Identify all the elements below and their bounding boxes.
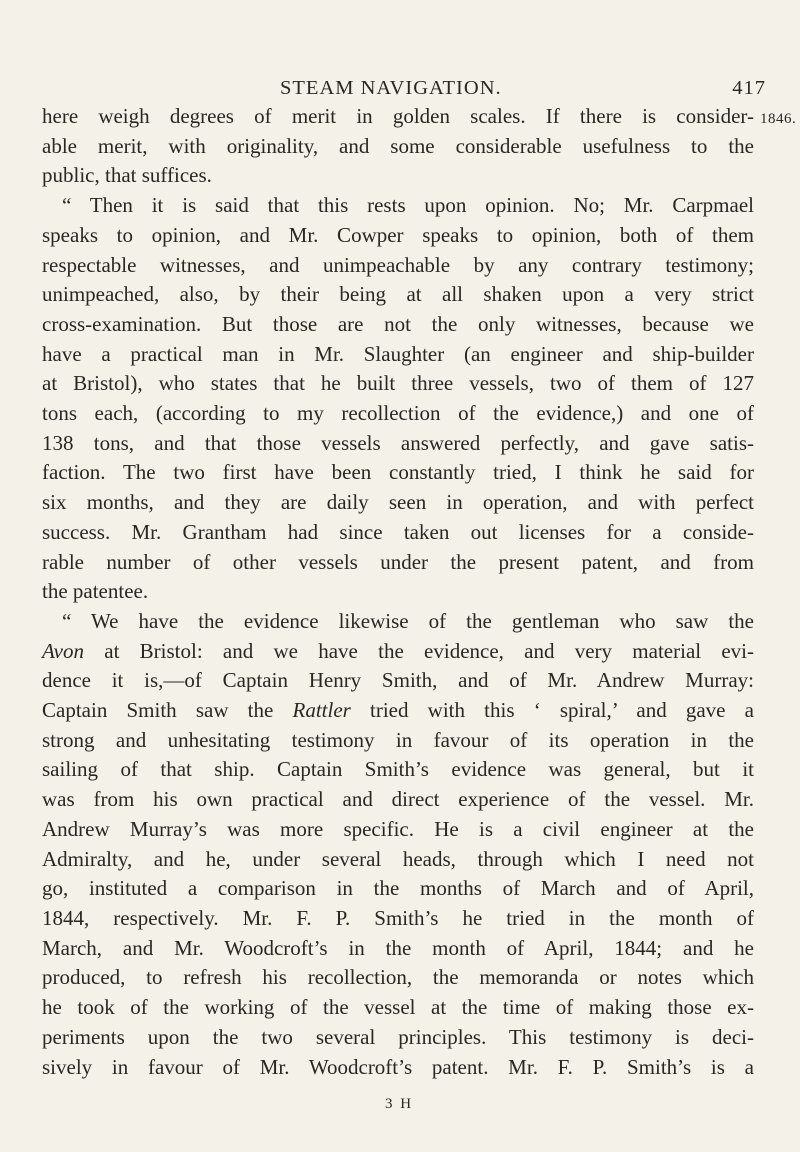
- body-text: [42, 102, 754, 1082]
- text-line: success. Mr. Grantham had since taken out licenses for a conside-: [42, 519, 754, 544]
- text-line: produced, to refresh his recollection, the memoranda or notes which: [42, 965, 754, 990]
- text-line: unimpeached, also, by their being at all shaken upon a very strict: [42, 282, 754, 307]
- text-line: 1844, respectively. Mr. F. P. Smith’s he tried in the month of: [42, 905, 754, 930]
- text-line: six months, and they are daily seen in operation, and with perfect: [42, 490, 754, 515]
- text-line: have a practical man in Mr. Slaughter (an engineer and ship-builder: [42, 341, 754, 366]
- text-line: here weigh degrees of merit in golden scales. If there is consider-: [42, 104, 754, 128]
- margin-year: 1846.: [760, 111, 797, 127]
- running-title: STEAM NAVIGATION.: [280, 77, 502, 99]
- text-line: go, instituted a comparison in the months of March and of April,: [42, 876, 754, 901]
- text-line: Andrew Murray’s was more specific. He is a civil engineer at the: [42, 816, 754, 841]
- signature-mark: 3 H: [385, 1096, 414, 1112]
- text-line: rable number of other vessels under the present patent, and from: [42, 549, 754, 574]
- text-line: cross-examination. But those are not the only witnesses, because we: [42, 311, 754, 336]
- text-line: Admiralty, and he, under several heads, through which I need not: [42, 846, 754, 871]
- ship-name: Rattler: [292, 698, 351, 723]
- text-line: able merit, with originality, and some considerable usefulness to the: [42, 133, 754, 158]
- text-line: faction. The two first have been constantly tried, I think he said for: [42, 460, 754, 485]
- text-line: Captain Smith saw the Rattler tried with this ‘ spiral,’ and gave a: [42, 698, 754, 723]
- text-line: respectable witnesses, and unimpeachable by any contrary testimony;: [42, 252, 754, 277]
- text-line: was from his own practical and direct experience of the vessel. Mr.: [42, 787, 754, 812]
- text-line: Avon at Bristol: and we have the evidence, and very material evi-: [42, 638, 754, 663]
- text-line: speaks to opinion, and Mr. Cowper speaks to opinion, both of them: [42, 222, 754, 247]
- text-line: tons each, (according to my recollection of the evidence,) and one of: [42, 401, 754, 426]
- text-line: sively in favour of Mr. Woodcroft’s patent. Mr. F. P. Smith’s is a: [42, 1054, 754, 1079]
- text-line: sailing of that ship. Captain Smith’s evidence was general, but it: [42, 757, 754, 782]
- text-line: dence it is,—of Captain Henry Smith, and of Mr. Andrew Murray:: [42, 668, 754, 693]
- text-line: 138 tons, and that those vessels answered perfectly, and gave satis-: [42, 430, 754, 455]
- text-line: he took of the working of the vessel at the time of making those ex-: [42, 995, 754, 1020]
- page-number: 417: [732, 77, 766, 99]
- text-line: March, and Mr. Woodcroft’s in the month of April, 1844; and he: [42, 935, 754, 960]
- text-line: the patentee.: [42, 579, 149, 604]
- text-line: “ We have the evidence likewise of the gentleman who saw the: [62, 608, 754, 633]
- text-line: strong and unhesitating testimony in favour of its operation in the: [42, 727, 754, 752]
- text-line: periments upon the two several principles. This testimony is deci-: [42, 1024, 754, 1049]
- text-line: at Bristol), who states that he built three vessels, two of them of 127: [42, 371, 754, 396]
- ship-name: Avon: [42, 638, 84, 663]
- text-line: public, that suffices.: [42, 163, 212, 188]
- text-line: “ Then it is said that this rests upon opinion. No; Mr. Carpmael: [62, 193, 754, 218]
- running-header: [250, 77, 790, 101]
